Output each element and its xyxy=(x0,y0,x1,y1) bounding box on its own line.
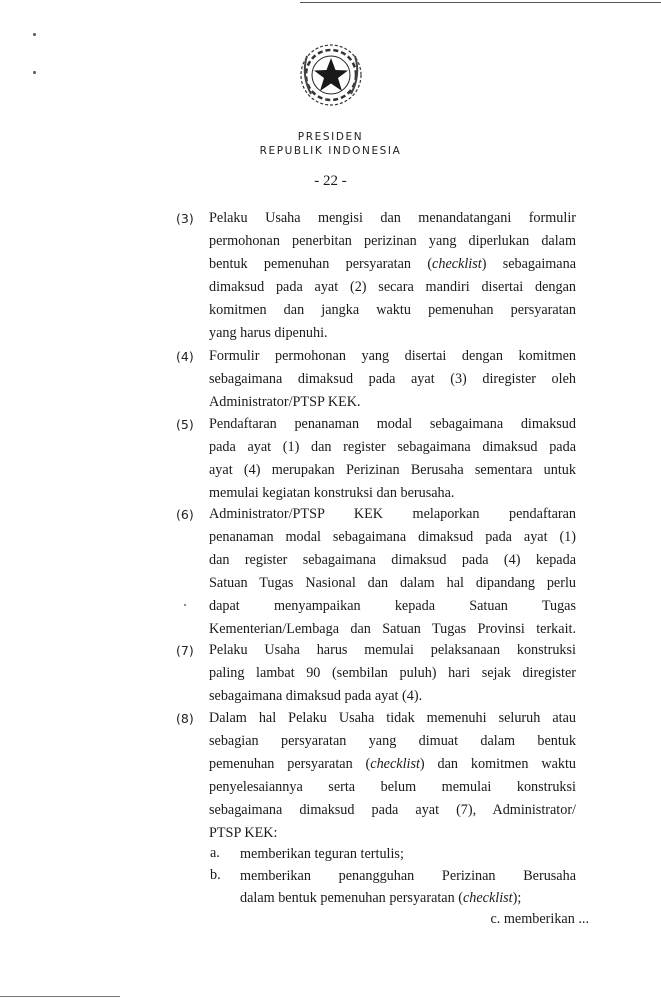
item-number: (8) xyxy=(176,711,194,726)
item-line: paling lambat 90 (sembilan puluh) hari sejak diregister xyxy=(209,665,576,681)
top-rule xyxy=(300,2,661,3)
italic-term: checklist xyxy=(462,890,513,906)
item-number: (3) xyxy=(176,211,194,226)
subitem-line: memberikan teguran tertulis; xyxy=(240,846,404,862)
item-line: dimaksud pada ayat (2) secara mandiri disertai dengan xyxy=(209,279,576,295)
state-emblem-icon xyxy=(291,36,371,114)
subitem-letter: a. xyxy=(210,845,220,861)
scan-mark xyxy=(33,33,36,36)
item-number: (4) xyxy=(176,349,194,364)
item-line: pemenuhan persyaratan (checklist) dan komitmen waktu xyxy=(209,756,576,772)
italic-term: checklist xyxy=(432,256,482,272)
subitem-letter: b. xyxy=(210,867,221,883)
item-line: Satuan Tugas Nasional dan dalam hal dipandang perlu xyxy=(209,575,576,591)
item-line: memulai kegiatan konstruksi dan berusaha. xyxy=(209,485,455,501)
item-line: penyelesaiannya serta belum memulai konstruksi xyxy=(209,779,576,795)
item-line: Dalam hal Pelaku Usaha tidak memenuhi seluruh atau xyxy=(209,710,576,726)
item-line: penanaman modal sebagaimana dimaksud pada ayat (1) xyxy=(209,529,576,545)
item-line: bentuk pemenuhan persyaratan (checklist) sebagaimana xyxy=(209,256,576,272)
item-line: Administrator/PTSP KEK melaporkan pendaftaran xyxy=(209,506,576,522)
subitem-line: memberikan penangguhan Perizinan Berusaha xyxy=(240,868,576,884)
item-number: (6) xyxy=(176,507,194,522)
header-republik: REPUBLIK INDONESIA xyxy=(259,145,402,157)
item-line: ayat (4) merupakan Perizinan Berusaha sementara untuk xyxy=(209,462,576,478)
item-line: Pelaku Usaha mengisi dan menandatangani formulir xyxy=(209,210,576,226)
item-line: pada ayat (1) dan register sebagaimana dimaksud pada xyxy=(209,439,576,455)
item-line: Administrator/PTSP KEK. xyxy=(209,394,361,410)
item-line: permohonan penerbitan perizinan yang diperlukan dalam xyxy=(209,233,576,249)
item-line: dapat menyampaikan kepada Satuan Tugas xyxy=(209,598,576,614)
scan-mark xyxy=(33,71,36,74)
item-number: (5) xyxy=(176,417,194,432)
subitem-line: dalam bentuk pemenuhan persyaratan (checklist); xyxy=(240,890,522,906)
item-line: Pendaftaran penanaman modal sebagaimana dimaksud xyxy=(209,416,576,432)
item-number: (7) xyxy=(176,643,194,658)
continuation-text: c. memberikan ... xyxy=(490,911,589,927)
item-line: Formulir permohonan yang disertai dengan komitmen xyxy=(209,348,576,364)
header-presiden: PRESIDEN xyxy=(297,131,364,143)
item-line: sebagaimana dimaksud pada ayat (4). xyxy=(209,688,423,704)
item-line: dan register sebagaimana dimaksud pada (4) kepada xyxy=(209,552,576,568)
item-line: sebagaimana dimaksud pada ayat (7), Administrator/ xyxy=(209,802,576,818)
bottom-rule xyxy=(0,996,120,997)
item-line: sebagian persyaratan yang dimuat dalam bentuk xyxy=(209,733,576,749)
item-line: komitmen dan jangka waktu pemenuhan persyaratan xyxy=(209,302,576,318)
item-line: Kementerian/Lembaga dan Satuan Tugas Provinsi terkait. xyxy=(209,621,576,637)
item-line: PTSP KEK: xyxy=(209,825,278,841)
item-line: yang harus dipenuhi. xyxy=(209,325,328,341)
scan-mark xyxy=(184,604,186,606)
item-line: sebagaimana dimaksud pada ayat (3) diregister oleh xyxy=(209,371,576,387)
item-line: Pelaku Usaha harus memulai pelaksanaan konstruksi xyxy=(209,642,576,658)
italic-term: checklist xyxy=(370,756,420,772)
page-number: - 22 - xyxy=(314,173,347,189)
